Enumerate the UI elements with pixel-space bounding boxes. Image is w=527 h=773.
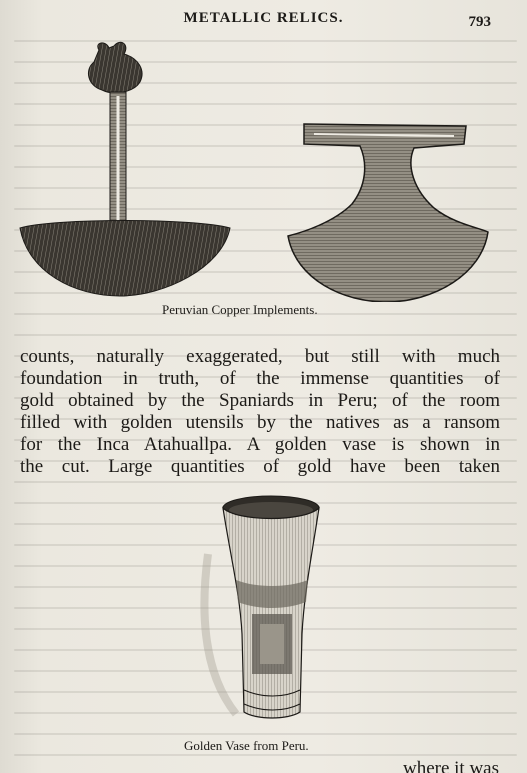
text-line: for the Inca Atahuallpa. A golden vase is shown in	[20, 434, 500, 455]
text-line: counts, naturally exaggerated, but still with much	[20, 346, 500, 367]
copper-axe-with-figure	[20, 42, 230, 296]
copper-implements-illustration	[14, 40, 504, 302]
body-text	[20, 346, 500, 478]
text-line: the cut. Large quantities of gold have been taken	[20, 456, 500, 477]
running-head: METALLIC RELICS.	[183, 10, 344, 26]
text-line: filled with golden utensils by the natives as a ransom	[20, 412, 500, 433]
figure-caption: Peruvian Copper Implements.	[162, 302, 318, 317]
figure-caption: Golden Vase from Peru.	[184, 738, 309, 753]
text-line: gold obtained by the Spaniards in Peru; of the room	[20, 390, 500, 411]
partial-text-line: where it was	[402, 758, 499, 773]
copper-t-blade	[288, 124, 488, 302]
text-line: foundation in truth, of the immense quantities of	[20, 368, 500, 389]
golden-vase-illustration	[196, 494, 346, 734]
page-number: 793	[468, 14, 491, 30]
